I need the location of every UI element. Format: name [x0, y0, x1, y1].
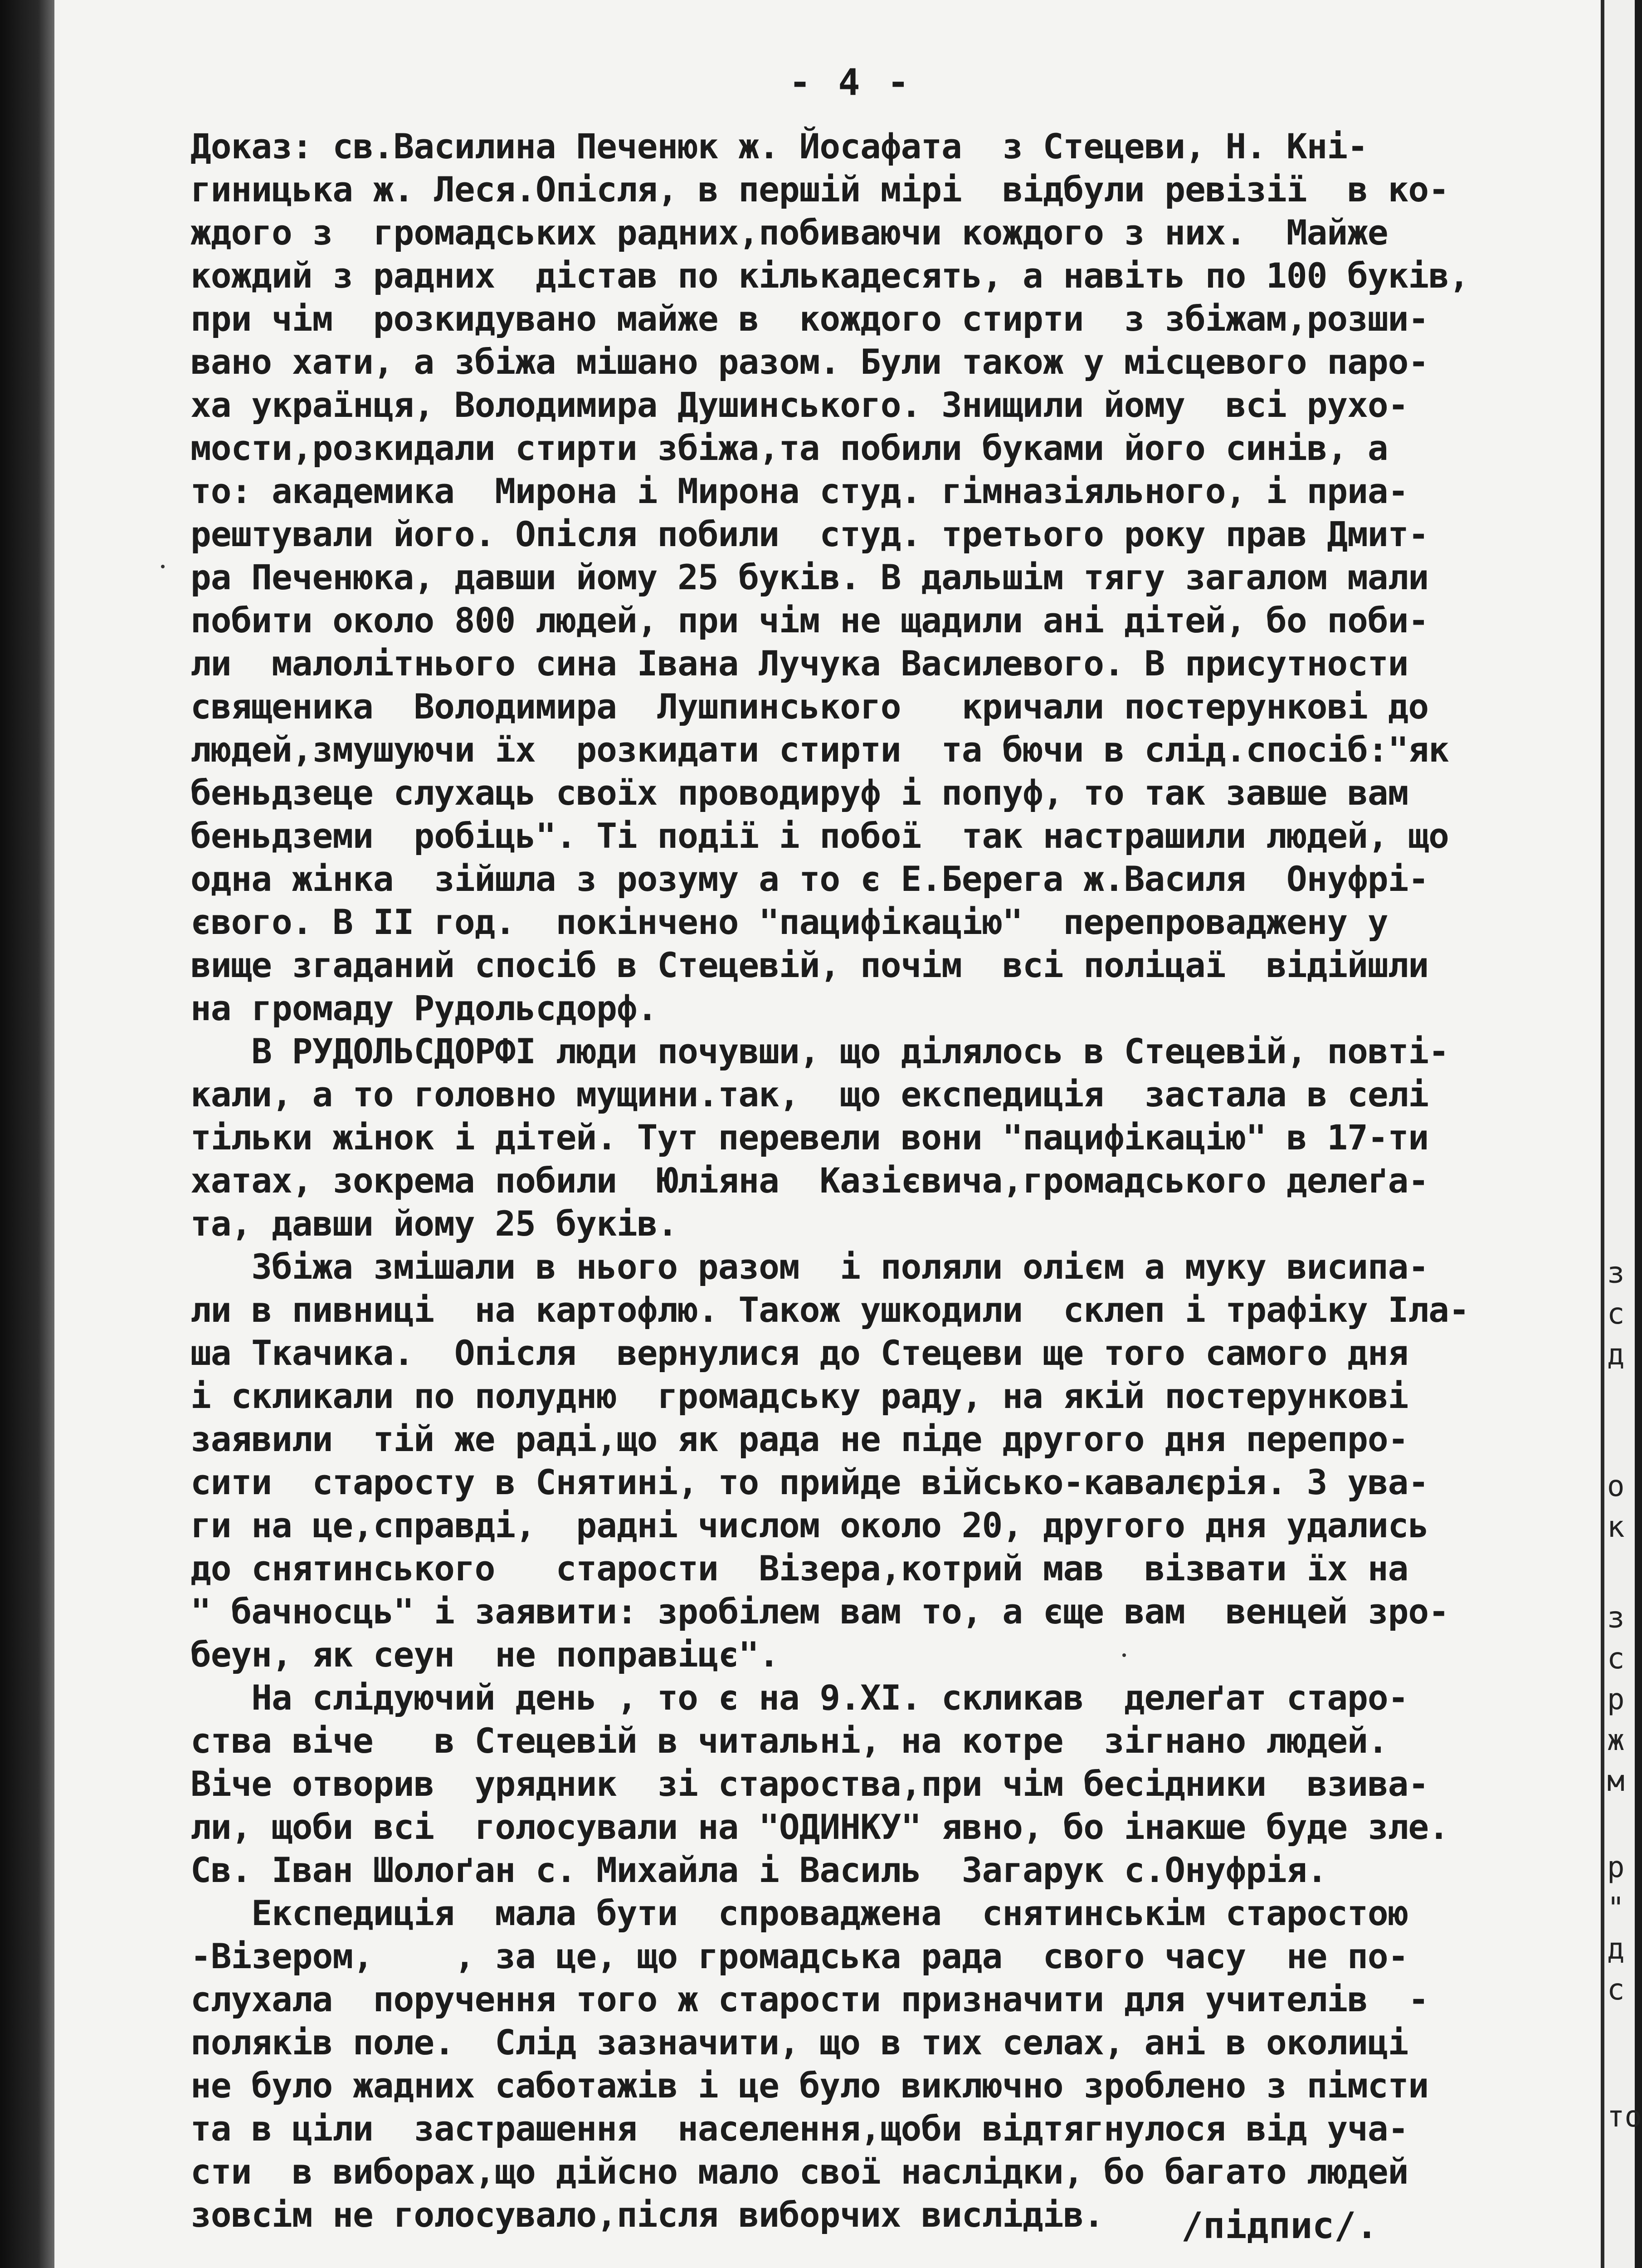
margin-fragment: м — [1607, 1765, 1625, 1798]
text-line: вище згаданий спосіб в Стецевій, почім всі поліцаї відійшли — [190, 945, 1429, 985]
margin-fragment: с — [1607, 1642, 1625, 1676]
text-line: хатах, зокрема побили Юліяна Казієвича,громадського делеґа- — [190, 1160, 1429, 1201]
margin-fragment: " — [1607, 1892, 1625, 1925]
margin-fragment: то — [1607, 2100, 1642, 2134]
text-line: сти в виборах,що дійсно мало свої наслідки, бо багато людей — [190, 2151, 1408, 2192]
text-line: побити около 800 людей, при чім не щадили ані дітей, бо поби- — [190, 600, 1429, 640]
text-line: та, давши йому 25 буків. — [190, 1203, 678, 1244]
text-line: мости,розкидали стирти збіжа,та побили буками його синів, а — [190, 428, 1388, 468]
text-line: Св. Іван Шолоґан с. Михайла і Василь Загарук с.Онуфрія. — [190, 1850, 1327, 1890]
text-line: ли малолітнього сина Івана Лучука Василевого. В присутности — [190, 643, 1408, 684]
text-line: не було жадних саботажів і це було виключно зроблено з пімсти — [190, 2065, 1429, 2106]
margin-fragment: з — [1607, 1601, 1625, 1635]
margin-fragment: ж — [1607, 1724, 1625, 1757]
margin-fragment: р — [1607, 1851, 1625, 1884]
text-line: та в ціли застрашення населення,щоби відтягнулося від уча- — [190, 2108, 1408, 2149]
text-line: беньдземи робіць". Ті події і побої так настрашили людей, що — [190, 816, 1449, 856]
text-line: слухала поручення того ж старости призначити для учителів - — [190, 1979, 1429, 2019]
text-line: то: академика Мирона і Мирона студ. гімназіяльного, і приа- — [190, 471, 1408, 511]
text-line: " бачносць" і заявити: зробілем вам то, а єще вам венцей зро- — [190, 1591, 1449, 1632]
adjacent-page-strip — [1601, 0, 1642, 2268]
scan-left-edge — [0, 0, 54, 2268]
text-line: беун, як сеун не поправіцє". — [190, 1634, 779, 1675]
text-line: ждого з громадських радних,побиваючи кождого з них. Майже — [190, 212, 1388, 253]
margin-fragment: с — [1607, 1973, 1625, 2007]
text-line: вано хати, а збіжа мішано разом. Були також у місцевого паро- — [190, 342, 1429, 382]
text-line: сити старосту в Снятині, то прийде військо-кавалєрія. З ува- — [190, 1462, 1429, 1502]
text-line: В РУДОЛЬСДОРФІ люди почувши, що ділялось в Стецевій, повті- — [190, 1031, 1449, 1071]
margin-fragment: о — [1607, 1470, 1625, 1503]
text-line: і скликали по полудню громадську раду, на якій постерункові — [190, 1376, 1408, 1416]
text-line: Експедиція мала бути спроваджена снятинськім старостою — [190, 1893, 1408, 1933]
text-line: Віче отворив урядник зі староства,при чім бесідники взива- — [190, 1764, 1429, 1804]
margin-fragment: с — [1607, 1297, 1625, 1331]
text-line: одна жінка зійшла з розуму а то є Е.Берега ж.Василя Онуфрі- — [190, 859, 1429, 899]
text-line: зовсім не голосувало,після виборчих вислідів. — [190, 2195, 1104, 2235]
text-line: -Візером, , за це, що громадська рада свого часу не по- — [190, 1936, 1408, 1976]
ink-speck — [1122, 1653, 1126, 1657]
text-line: до снятинського старости Візера,котрий мав візвати їх на — [190, 1548, 1408, 1589]
text-line: ли, щоби всі голосували на "ОДИНКУ" явно, бо інакше буде зле. — [190, 1807, 1449, 1847]
typewritten-body — [190, 125, 1587, 2236]
text-line: ша Ткачика. Опісля вернулися до Стецеви ще того самого дня — [190, 1333, 1408, 1373]
page-number: - 4 - — [789, 61, 912, 103]
margin-fragment: д — [1607, 1932, 1625, 1966]
text-line: На слідуючий день , то є на 9.XI. скликав делеґат старо- — [190, 1677, 1408, 1718]
text-line: священика Володимира Лушпинського кричали постерункові до — [190, 686, 1429, 727]
margin-fragment: д — [1607, 1338, 1625, 1372]
text-line: беньдзеце слухаць своїх проводируф і попуф, то так завше вам — [190, 772, 1408, 813]
text-line: при чім розкидувано майже в кождого стирти з збіжам,розши- — [190, 298, 1429, 339]
text-line: ства віче в Стецевій в читальні, на котре зігнано людей. — [190, 1721, 1388, 1761]
text-line: ги на це,справді, радні числом около 20, другого дня удались — [190, 1505, 1429, 1545]
text-line: Доказ: св.Василина Печенюк ж. Йосафата з Стецеви, Н. Кні- — [190, 126, 1368, 166]
text-line: тільки жінок і дітей. Тут перевели вони "пацифікацію" в 17-ти — [190, 1117, 1429, 1158]
margin-fragment: р — [1607, 1683, 1625, 1716]
text-line: кождий з радних дістав по кількадесять, а навіть по 100 буків, — [190, 255, 1469, 296]
text-line: рештували його. Опісля побили студ. третього року прав Дмит- — [190, 514, 1429, 554]
signature-line: /підпис/. — [1181, 2204, 1378, 2247]
margin-fragment: з — [1607, 1256, 1625, 1290]
text-line: людей,змушуючи їх розкидати стирти та бючи в слід.спосіб:"як — [190, 729, 1449, 770]
text-line: на громаду Рудольсдорф. — [190, 988, 658, 1028]
text-line: гиницька ж. Леся.Опісля, в першій мірі відбули ревізії в ко- — [190, 169, 1449, 210]
text-line: євого. В II год. покінчено "пацифікацію" перепроваджену у — [190, 902, 1388, 942]
text-line: ра Печенюка, давши йому 25 буків. В дальшім тягу загалом мали — [190, 557, 1429, 597]
text-line: ха українця, Володимира Душинського. Знищили йому всі рухо- — [190, 385, 1408, 425]
text-line: кали, а то головно мущини.так, що експедиція застала в селі — [190, 1074, 1429, 1114]
text-line: заявили тій же раді,що як рада не піде другого дня перепро- — [190, 1419, 1408, 1459]
margin-fragment: к — [1607, 1510, 1625, 1544]
text-line: Збіжа змішали в нього разом і поляли олієм а муку висипа- — [190, 1246, 1429, 1287]
text-line: ли в пивниці на картофлю. Також ушкодили склеп і трафіку Іла- — [190, 1290, 1469, 1330]
ink-speck — [161, 565, 165, 568]
text-line: поляків поле. Слід зазначити, що в тих селах, ані в околиці — [190, 2022, 1408, 2063]
